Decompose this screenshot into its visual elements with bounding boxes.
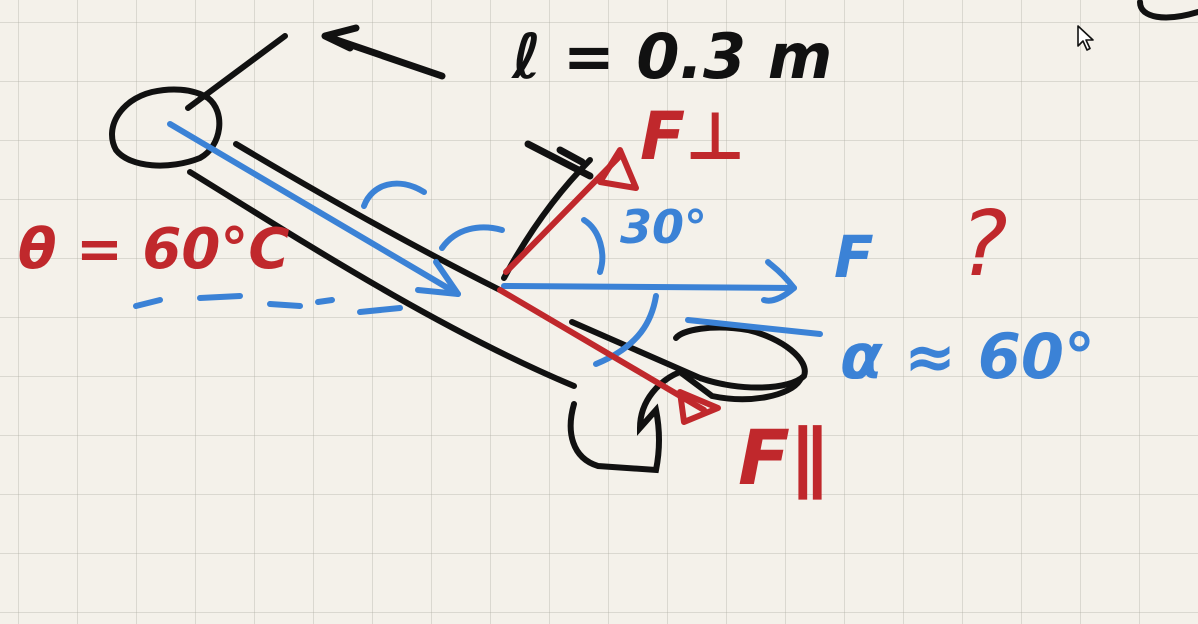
f-perp-arrowhead [600,150,636,188]
theta-label: θ = 60°C [18,217,290,282]
theta-arc [364,184,424,206]
f-parallel-label: F∥ [738,413,828,502]
wrench-ring [112,90,219,166]
force-f-label: F [834,223,874,291]
horizontal-dashed-line [136,296,400,312]
angle-30-arc [584,220,602,272]
force-f-vector [504,286,794,288]
force-f-arrowhead [764,262,794,301]
f-perp-label: F⊥ [640,98,746,175]
length-label: ℓ = 0.3 m [512,20,833,93]
angle-30-label: 30° [620,200,708,254]
inner-arc [442,227,502,248]
length-dimension-arrow [325,28,442,76]
corner-stroke [1140,2,1198,17]
alpha-label: α ≈ 60° [840,320,1095,393]
f-parallel-vector [500,290,704,410]
mouse-pointer-icon [1076,24,1096,52]
question-mark: ? [960,192,1008,297]
